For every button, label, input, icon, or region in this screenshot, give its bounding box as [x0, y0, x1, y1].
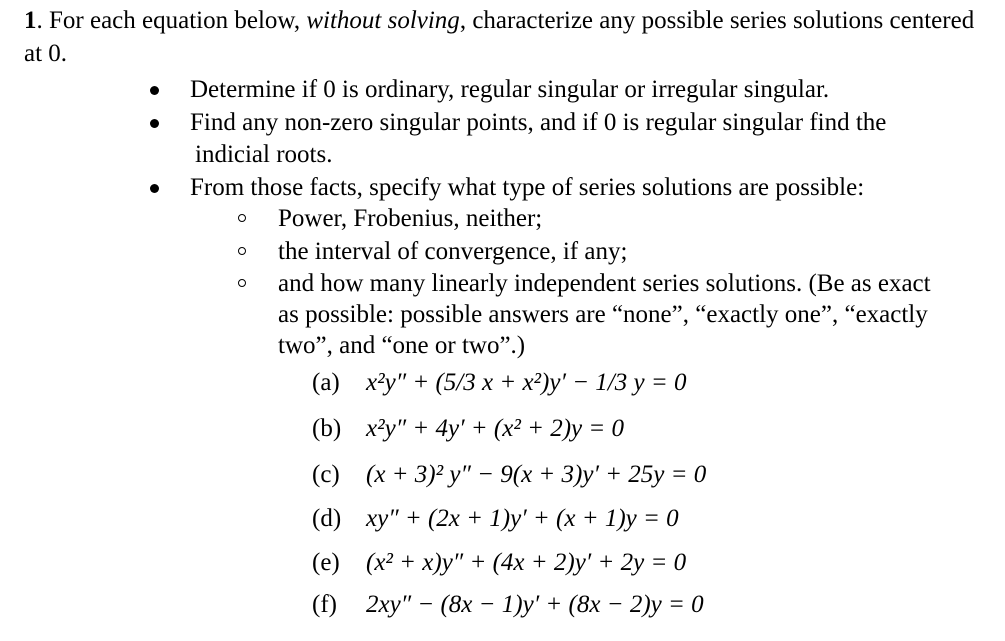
bullet-dot-icon: [150, 86, 159, 95]
sub-item-text: Power, Frobenius, neither;: [278, 205, 543, 232]
bullet-text: Find any non-zero singular points, and if 0 is regular singular find the: [190, 109, 887, 136]
hollow-bullet-icon: [238, 279, 246, 287]
equation-expression: (x + 3)² y″ − 9(x + 3)y′ + 25y = 0: [366, 461, 707, 488]
sub-item-text-continued: as possible: possible answers are “none”, “exactly one”, “exactly: [278, 301, 928, 328]
equation-label: (e): [312, 549, 340, 576]
sub-item-text: and how many linearly independent series solutions. (Be as exact: [278, 270, 931, 297]
equation-label: (b): [312, 415, 342, 442]
problem-intro: [24, 4, 994, 70]
bullet-dot-icon: [150, 119, 159, 128]
hollow-bullet-icon: [238, 247, 246, 255]
equation-b: [312, 414, 624, 444]
equation-label: (f): [312, 591, 337, 618]
equation-label: (d): [312, 505, 342, 532]
equation-label: (a): [312, 369, 340, 396]
bullet-text: From those facts, specify what type of series solutions are possible:: [190, 174, 865, 201]
equation-f: [312, 590, 704, 620]
hollow-bullet-icon: [238, 214, 246, 222]
equation-expression: x²y″ + 4y′ + (x² + 2)y = 0: [366, 415, 624, 442]
equation-a: [312, 368, 686, 398]
equation-c: [312, 460, 706, 490]
equation-d: [312, 504, 679, 534]
intro-emphasis: without solving: [306, 7, 460, 34]
equation-label: (c): [312, 461, 340, 488]
equation-e: [312, 548, 686, 578]
intro-text-after: , characterize any possible series solutions centered at 0.: [24, 7, 975, 67]
bullet-dot-icon: [150, 184, 159, 193]
equation-expression: 2xy″ − (8x − 1)y′ + (8x − 2)y = 0: [366, 591, 704, 618]
equation-expression: x²y″ + (5/3 x + x²)y′ − 1/3 y = 0: [366, 369, 687, 396]
sub-item-text: the interval of convergence, if any;: [278, 238, 628, 265]
equation-expression: (x² + x)y″ + (4x + 2)y′ + 2y = 0: [366, 549, 687, 576]
bullet-text: Determine if 0 is ordinary, regular singular or irregular singular.: [190, 76, 830, 103]
bullet-text-continued: indicial roots.: [195, 141, 333, 168]
problem-number: 1: [24, 7, 37, 34]
equation-expression: xy″ + (2x + 1)y′ + (x + 1)y = 0: [366, 505, 679, 532]
intro-text-before: . For each equation below,: [36, 7, 307, 34]
sub-item-text-continued: two”, and “one or two”.): [278, 332, 526, 359]
